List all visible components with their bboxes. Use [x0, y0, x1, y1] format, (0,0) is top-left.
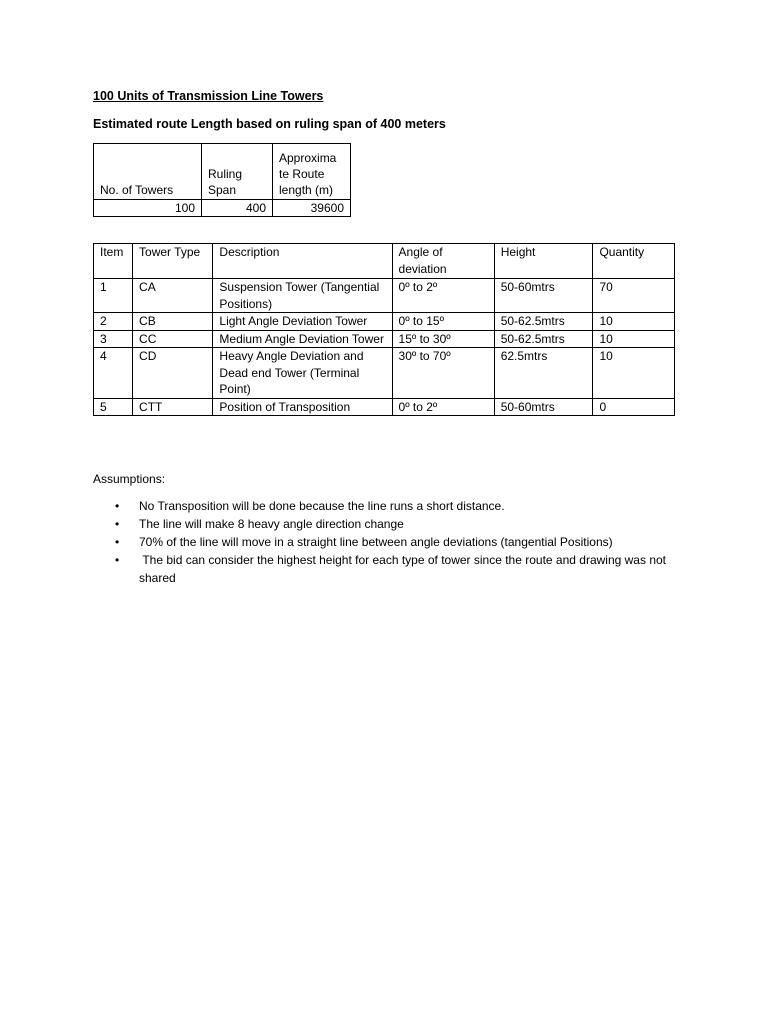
table-row	[94, 279, 675, 313]
summary-table	[93, 143, 351, 217]
cell-description: Suspension Tower (Tangential Positions)	[213, 279, 392, 313]
summary-value-towers: 100	[94, 200, 202, 217]
cell-quantity: 10	[593, 330, 675, 348]
assumptions-heading: Assumptions:	[93, 472, 166, 486]
bullet-icon: •	[115, 517, 120, 531]
assumptions-list	[93, 497, 683, 587]
assumption-text: No Transposition will be done because the line runs a short distance.	[139, 499, 505, 513]
cell-angle: 0º to 2º	[392, 279, 494, 313]
cell-tower-type: CD	[133, 348, 213, 399]
summary-header-towers: No. of Towers	[94, 144, 202, 200]
document-title: 100 Units of Transmission Line Towers	[93, 89, 324, 103]
cell-height: 50-62.5mtrs	[494, 330, 593, 348]
bullet-icon: •	[115, 553, 120, 567]
cell-item: 2	[94, 313, 133, 331]
cell-height: 50-62.5mtrs	[494, 313, 593, 331]
cell-quantity: 10	[593, 313, 675, 331]
summary-value-route-length: 39600	[273, 200, 351, 217]
cell-angle: 30º to 70º	[392, 348, 494, 399]
header-tower-type: Tower Type	[133, 244, 213, 279]
cell-height: 50-60mtrs	[494, 398, 593, 416]
cell-item: 5	[94, 398, 133, 416]
summary-value-row	[94, 200, 351, 217]
summary-header-route-length: Approxima te Route length (m)	[273, 144, 351, 200]
cell-tower-type: CC	[133, 330, 213, 348]
list-item	[93, 515, 683, 533]
assumption-text: The bid can consider the highest height for each type of tower since the route and drawing was not shared	[139, 553, 670, 585]
header-height: Height	[494, 244, 593, 279]
cell-tower-type: CTT	[133, 398, 213, 416]
bullet-icon: •	[115, 535, 120, 549]
tower-table-header-row	[94, 244, 675, 279]
list-item	[93, 497, 683, 515]
bullet-icon: •	[115, 499, 120, 513]
cell-tower-type: CB	[133, 313, 213, 331]
cell-description: Medium Angle Deviation Tower	[213, 330, 392, 348]
cell-item: 3	[94, 330, 133, 348]
cell-item: 4	[94, 348, 133, 399]
summary-header-span: Ruling Span	[202, 144, 273, 200]
route-length-note: Estimated route Length based on ruling span of 400 meters	[93, 117, 446, 131]
summary-value-span: 400	[202, 200, 273, 217]
cell-angle: 0º to 2º	[392, 398, 494, 416]
cell-quantity: 10	[593, 348, 675, 399]
cell-description: Light Angle Deviation Tower	[213, 313, 392, 331]
cell-quantity: 70	[593, 279, 675, 313]
header-description: Description	[213, 244, 392, 279]
summary-header-row	[94, 144, 351, 200]
cell-description: Position of Transposition	[213, 398, 392, 416]
table-row	[94, 313, 675, 331]
cell-angle: 0º to 15º	[392, 313, 494, 331]
cell-description: Heavy Angle Deviation and Dead end Tower (Terminal Point)	[213, 348, 392, 399]
tower-table	[93, 243, 675, 416]
cell-item: 1	[94, 279, 133, 313]
cell-height: 62.5mtrs	[494, 348, 593, 399]
table-row	[94, 398, 675, 416]
assumption-text: 70% of the line will move in a straight line between angle deviations (tangential Positions)	[139, 535, 613, 549]
table-row	[94, 330, 675, 348]
header-item: Item	[94, 244, 133, 279]
table-row	[94, 348, 675, 399]
list-item	[93, 551, 683, 587]
assumption-text: The line will make 8 heavy angle direction change	[139, 517, 404, 531]
header-angle-of-deviation: Angle of deviation	[392, 244, 494, 279]
header-quantity: Quantity	[593, 244, 675, 279]
cell-tower-type: CA	[133, 279, 213, 313]
list-item	[93, 533, 683, 551]
cell-quantity: 0	[593, 398, 675, 416]
cell-height: 50-60mtrs	[494, 279, 593, 313]
cell-angle: 15º to 30º	[392, 330, 494, 348]
